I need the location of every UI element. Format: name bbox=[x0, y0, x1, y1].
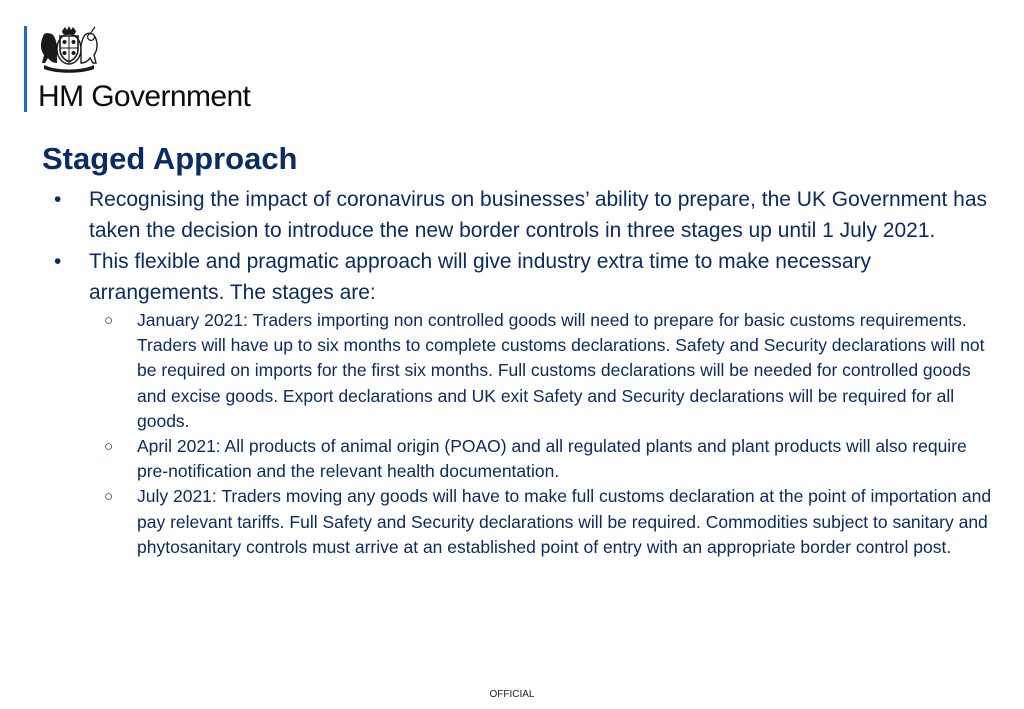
bullet-marker: • bbox=[54, 188, 62, 211]
stage-item bbox=[89, 484, 1000, 560]
bullet-list bbox=[0, 184, 1000, 560]
bullet-item bbox=[0, 246, 1000, 560]
stage-marker: ○ bbox=[104, 438, 114, 456]
bullet-text: This flexible and pragmatic approach will give industry extra time to make necessary arrangements. The stages are: bbox=[89, 250, 872, 304]
stage-text: January 2021: Traders importing non controlled goods will need to prepare for basic customs requirements. Traders will have up to six months to complete customs declarations. Safety and Security declarations will not be required on imports for the first six months. Full customs declarations will be needed for controlled goods and excise goods. Export declarations and UK exit Safety and Security declarations will be required for all goods. bbox=[137, 310, 985, 431]
stage-marker: ○ bbox=[104, 488, 114, 506]
royal-coat-of-arms-icon bbox=[38, 25, 100, 75]
bullet-item bbox=[0, 184, 1000, 246]
bullet-marker: • bbox=[54, 250, 62, 273]
bullet-text: Recognising the impact of coronavirus on businesses’ ability to prepare, the UK Government has taken the decision to introduce the new border controls in three stages up until 1 July 2021. bbox=[89, 188, 988, 242]
stage-item bbox=[89, 308, 1000, 434]
stage-text: April 2021: All products of animal origin (POAO) and all regulated plants and plant products will also require pre-notification and the relevant health documentation. bbox=[137, 436, 967, 482]
brand-accent-bar bbox=[24, 26, 27, 112]
stage-list bbox=[89, 308, 1000, 560]
stage-text: July 2021: Traders moving any goods will have to make full customs declaration at the point of importation and pay relevant tariffs. Full Safety and Security declarations will be required. Commodities subject to sanitary and phytosanitary controls must arrive at an established point of entry with an appropriate border control post. bbox=[137, 486, 992, 557]
stage-item bbox=[89, 434, 1000, 484]
stage-marker: ○ bbox=[104, 312, 114, 329]
page-title: Staged Approach bbox=[42, 141, 298, 176]
classification-footer: OFFICIAL bbox=[489, 689, 535, 700]
organisation-name: HM Government bbox=[38, 80, 251, 113]
